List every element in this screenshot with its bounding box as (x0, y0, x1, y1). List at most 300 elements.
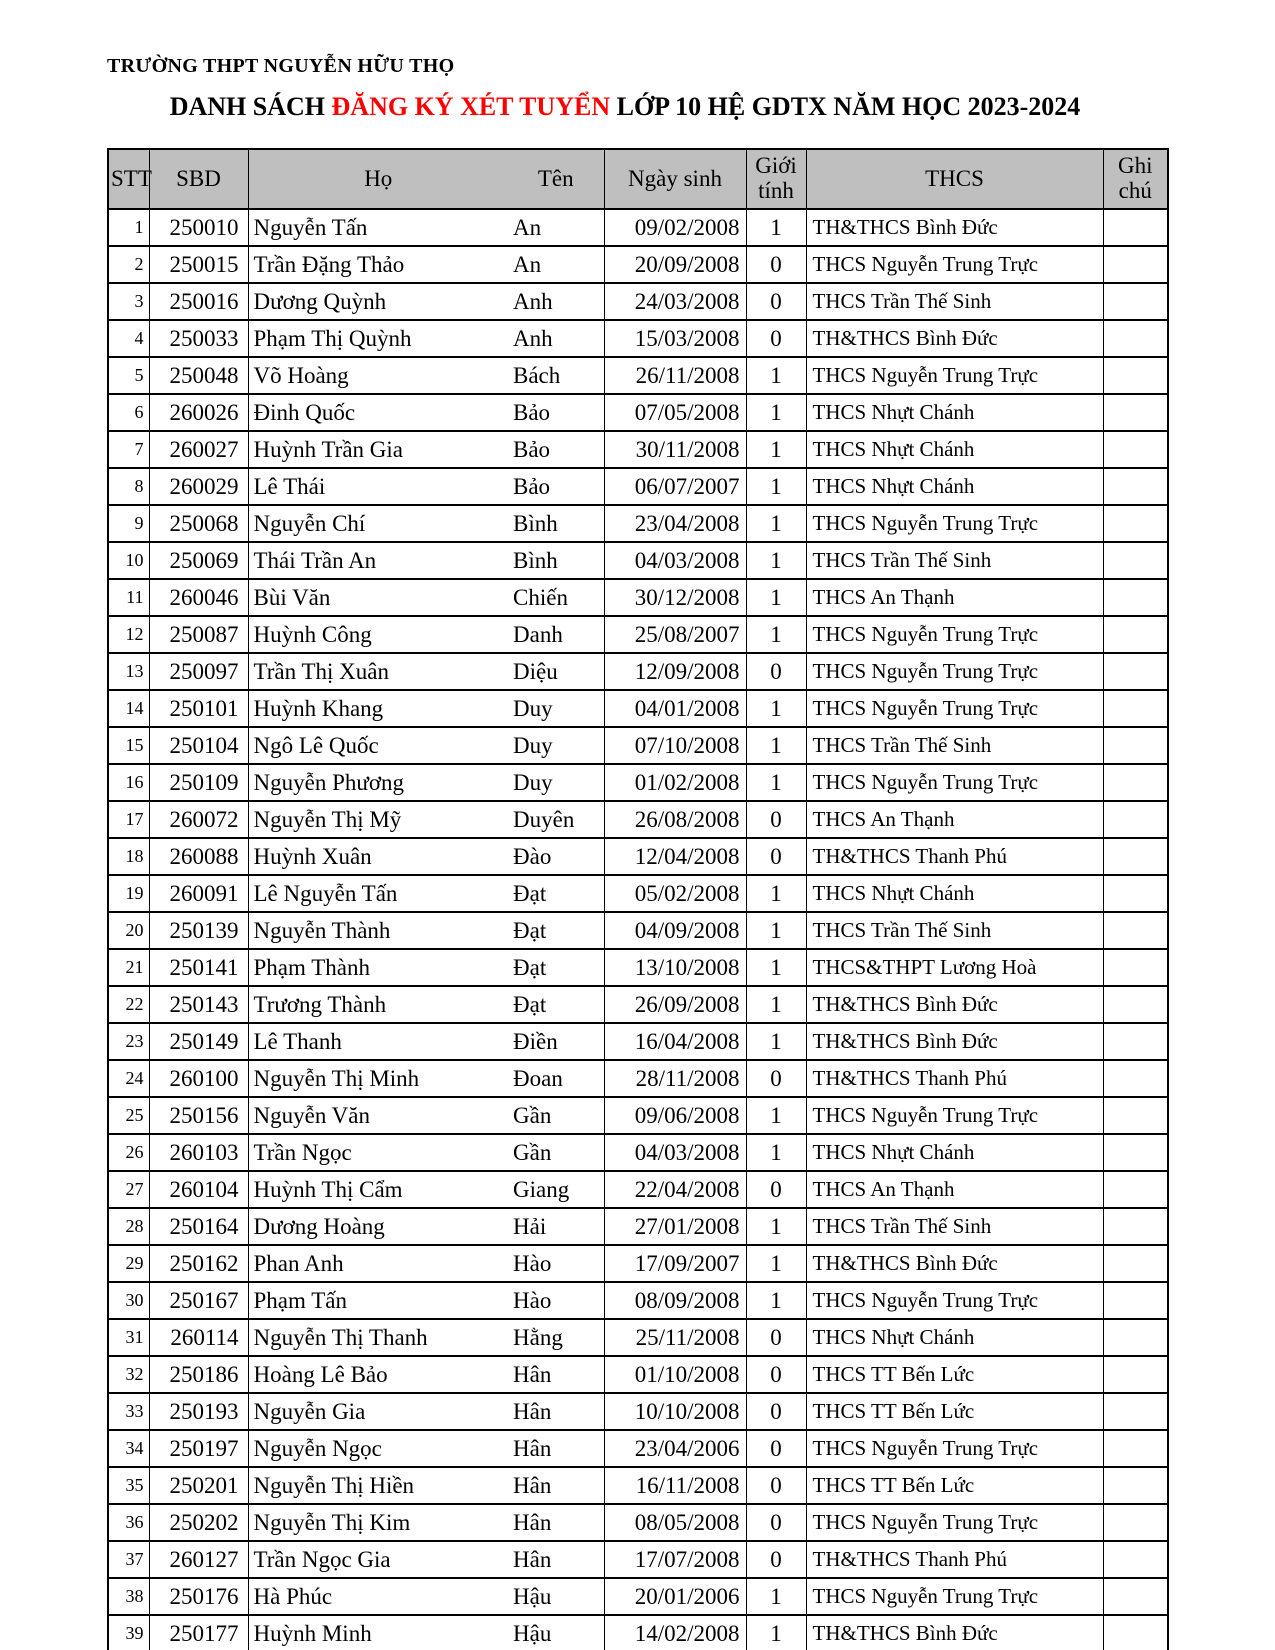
cell-ghi-chu (1103, 394, 1168, 431)
cell-ho: Huỳnh Công (248, 616, 508, 653)
cell-ghi-chu (1103, 1060, 1168, 1097)
table-row (108, 801, 1168, 838)
cell-ten: Đoan (508, 1060, 604, 1097)
cell-sbd: 250087 (149, 616, 248, 653)
cell-gioi-tinh: 0 (746, 838, 806, 875)
cell-thcs: THCS Trần Thế Sinh (806, 283, 1103, 320)
cell-ho: Trần Ngọc Gia (248, 1541, 508, 1578)
cell-thcs: TH&THCS Thanh Phú (806, 838, 1103, 875)
cell-thcs: THCS An Thạnh (806, 579, 1103, 616)
header-ho: Họ (248, 149, 508, 209)
cell-ghi-chu (1103, 468, 1168, 505)
cell-stt: 8 (108, 468, 149, 505)
cell-ten: Diệu (508, 653, 604, 690)
cell-stt: 10 (108, 542, 149, 579)
cell-gioi-tinh: 1 (746, 505, 806, 542)
cell-gioi-tinh: 1 (746, 1245, 806, 1282)
cell-ho: Nguyễn Chí (248, 505, 508, 542)
cell-sbd: 260127 (149, 1541, 248, 1578)
cell-ho: Phạm Thị Quỳnh (248, 320, 508, 357)
cell-stt: 29 (108, 1245, 149, 1282)
cell-stt: 6 (108, 394, 149, 431)
cell-ten: Hân (508, 1467, 604, 1504)
cell-gioi-tinh: 1 (746, 616, 806, 653)
cell-ngay-sinh: 20/09/2008 (604, 246, 746, 283)
cell-thcs: THCS Nguyễn Trung Trực (806, 653, 1103, 690)
cell-ghi-chu (1103, 1541, 1168, 1578)
cell-stt: 4 (108, 320, 149, 357)
cell-ho: Nguyễn Thị Mỹ (248, 801, 508, 838)
cell-ngay-sinh: 20/01/2006 (604, 1578, 746, 1615)
cell-ho: Lê Nguyễn Tấn (248, 875, 508, 912)
cell-ten: An (508, 209, 604, 246)
cell-stt: 33 (108, 1393, 149, 1430)
cell-ho: Nguyễn Thị Thanh (248, 1319, 508, 1356)
cell-ngay-sinh: 04/01/2008 (604, 690, 746, 727)
cell-sbd: 250149 (149, 1023, 248, 1060)
cell-stt: 16 (108, 764, 149, 801)
table-row (108, 1578, 1168, 1615)
cell-thcs: THCS Nhựt Chánh (806, 394, 1103, 431)
cell-ho: Nguyễn Thị Hiền (248, 1467, 508, 1504)
cell-ghi-chu (1103, 1467, 1168, 1504)
cell-sbd: 250167 (149, 1282, 248, 1319)
cell-gioi-tinh: 1 (746, 579, 806, 616)
table-row (108, 542, 1168, 579)
cell-ten: Bảo (508, 394, 604, 431)
cell-sbd: 250197 (149, 1430, 248, 1467)
cell-gioi-tinh: 1 (746, 1282, 806, 1319)
cell-ten: Hậu (508, 1578, 604, 1615)
cell-ten: Đạt (508, 912, 604, 949)
cell-gioi-tinh: 1 (746, 1134, 806, 1171)
cell-gioi-tinh: 0 (746, 283, 806, 320)
cell-sbd: 260088 (149, 838, 248, 875)
cell-ngay-sinh: 09/02/2008 (604, 209, 746, 246)
cell-stt: 11 (108, 579, 149, 616)
cell-sbd: 250016 (149, 283, 248, 320)
cell-sbd: 250069 (149, 542, 248, 579)
cell-ngay-sinh: 25/08/2007 (604, 616, 746, 653)
cell-sbd: 250164 (149, 1208, 248, 1245)
cell-gioi-tinh: 0 (746, 1541, 806, 1578)
cell-gioi-tinh: 0 (746, 320, 806, 357)
cell-ngay-sinh: 26/08/2008 (604, 801, 746, 838)
cell-ngay-sinh: 13/10/2008 (604, 949, 746, 986)
cell-sbd: 250097 (149, 653, 248, 690)
table-row (108, 1356, 1168, 1393)
cell-ghi-chu (1103, 764, 1168, 801)
header-ngay-sinh: Ngày sinh (604, 149, 746, 209)
cell-stt: 12 (108, 616, 149, 653)
cell-ho: Trương Thành (248, 986, 508, 1023)
cell-ten: Hằng (508, 1319, 604, 1356)
table-row (108, 1060, 1168, 1097)
cell-ho: Nguyễn Văn (248, 1097, 508, 1134)
cell-ngay-sinh: 25/11/2008 (604, 1319, 746, 1356)
cell-thcs: THCS Nguyễn Trung Trực (806, 764, 1103, 801)
table-row (108, 1504, 1168, 1541)
cell-ngay-sinh: 24/03/2008 (604, 283, 746, 320)
cell-ten: Giang (508, 1171, 604, 1208)
cell-gioi-tinh: 1 (746, 690, 806, 727)
cell-thcs: THCS TT Bến Lức (806, 1467, 1103, 1504)
cell-stt: 7 (108, 431, 149, 468)
cell-sbd: 250010 (149, 209, 248, 246)
table-row (108, 838, 1168, 875)
cell-ghi-chu (1103, 357, 1168, 394)
cell-thcs: THCS An Thạnh (806, 1171, 1103, 1208)
cell-ngay-sinh: 05/02/2008 (604, 875, 746, 912)
cell-stt: 20 (108, 912, 149, 949)
header-stt: STT (108, 149, 149, 209)
cell-gioi-tinh: 0 (746, 653, 806, 690)
cell-ho: Huỳnh Trần Gia (248, 431, 508, 468)
cell-ten: Danh (508, 616, 604, 653)
table-row (108, 1171, 1168, 1208)
table-row (108, 1393, 1168, 1430)
cell-ngay-sinh: 28/11/2008 (604, 1060, 746, 1097)
page-title (95, 92, 1155, 122)
table-row (108, 1319, 1168, 1356)
cell-sbd: 250162 (149, 1245, 248, 1282)
cell-gioi-tinh: 0 (746, 1171, 806, 1208)
cell-gioi-tinh: 1 (746, 431, 806, 468)
cell-ghi-chu (1103, 1504, 1168, 1541)
cell-sbd: 250015 (149, 246, 248, 283)
cell-thcs: TH&THCS Bình Đức (806, 209, 1103, 246)
cell-ngay-sinh: 07/10/2008 (604, 727, 746, 764)
cell-ten: Điền (508, 1023, 604, 1060)
cell-ho: Nguyễn Gia (248, 1393, 508, 1430)
cell-ghi-chu (1103, 727, 1168, 764)
cell-ghi-chu (1103, 949, 1168, 986)
cell-ho: Nguyễn Thành (248, 912, 508, 949)
cell-thcs: THCS Nhựt Chánh (806, 1319, 1103, 1356)
cell-ngay-sinh: 12/09/2008 (604, 653, 746, 690)
cell-thcs: TH&THCS Thanh Phú (806, 1060, 1103, 1097)
cell-thcs: THCS Trần Thế Sinh (806, 727, 1103, 764)
cell-ho: Huỳnh Thị Cẩm (248, 1171, 508, 1208)
school-name: TRƯỜNG THPT NGUYỄN HỮU THỌ (107, 55, 455, 77)
cell-thcs: THCS Nguyễn Trung Trực (806, 1578, 1103, 1615)
cell-gioi-tinh: 1 (746, 875, 806, 912)
cell-ho: Đinh Quốc (248, 394, 508, 431)
cell-ghi-chu (1103, 1393, 1168, 1430)
cell-ho: Hoàng Lê Bảo (248, 1356, 508, 1393)
cell-ho: Nguyễn Thị Kim (248, 1504, 508, 1541)
table-row (108, 1615, 1168, 1650)
cell-ho: Dương Hoàng (248, 1208, 508, 1245)
cell-stt: 23 (108, 1023, 149, 1060)
cell-sbd: 260114 (149, 1319, 248, 1356)
table-row (108, 394, 1168, 431)
cell-sbd: 250141 (149, 949, 248, 986)
cell-thcs: TH&THCS Bình Đức (806, 1023, 1103, 1060)
cell-gioi-tinh: 1 (746, 209, 806, 246)
cell-ghi-chu (1103, 912, 1168, 949)
cell-ten: An (508, 246, 604, 283)
cell-sbd: 250104 (149, 727, 248, 764)
table-row (108, 616, 1168, 653)
cell-ngay-sinh: 08/09/2008 (604, 1282, 746, 1319)
cell-gioi-tinh: 1 (746, 1097, 806, 1134)
cell-ngay-sinh: 16/04/2008 (604, 1023, 746, 1060)
cell-gioi-tinh: 1 (746, 764, 806, 801)
cell-gioi-tinh: 0 (746, 1319, 806, 1356)
cell-ghi-chu (1103, 283, 1168, 320)
cell-ho: Nguyễn Ngọc (248, 1430, 508, 1467)
cell-ten: Hào (508, 1282, 604, 1319)
cell-gioi-tinh: 1 (746, 986, 806, 1023)
table-row (108, 1208, 1168, 1245)
cell-ten: Anh (508, 320, 604, 357)
cell-thcs: THCS Nguyễn Trung Trực (806, 357, 1103, 394)
table-row (108, 1467, 1168, 1504)
cell-thcs: TH&THCS Bình Đức (806, 320, 1103, 357)
cell-ho: Võ Hoàng (248, 357, 508, 394)
cell-sbd: 260027 (149, 431, 248, 468)
cell-ghi-chu (1103, 1097, 1168, 1134)
cell-stt: 3 (108, 283, 149, 320)
cell-ghi-chu (1103, 1319, 1168, 1356)
cell-ngay-sinh: 04/09/2008 (604, 912, 746, 949)
table-row (108, 912, 1168, 949)
cell-ngay-sinh: 30/12/2008 (604, 579, 746, 616)
cell-stt: 32 (108, 1356, 149, 1393)
table-row (108, 431, 1168, 468)
cell-ho: Lê Thái (248, 468, 508, 505)
cell-stt: 21 (108, 949, 149, 986)
cell-ghi-chu (1103, 505, 1168, 542)
cell-sbd: 260103 (149, 1134, 248, 1171)
cell-stt: 36 (108, 1504, 149, 1541)
table-row (108, 653, 1168, 690)
cell-thcs: THCS Nguyễn Trung Trực (806, 1430, 1103, 1467)
table-row (108, 579, 1168, 616)
cell-ho: Dương Quỳnh (248, 283, 508, 320)
cell-ngay-sinh: 06/07/2007 (604, 468, 746, 505)
cell-thcs: THCS Nguyễn Trung Trực (806, 246, 1103, 283)
cell-ghi-chu (1103, 1245, 1168, 1282)
cell-thcs: TH&THCS Bình Đức (806, 1245, 1103, 1282)
cell-sbd: 250101 (149, 690, 248, 727)
cell-ten: Duy (508, 727, 604, 764)
table-row (108, 1541, 1168, 1578)
cell-ho: Hà Phúc (248, 1578, 508, 1615)
cell-thcs: THCS Nguyễn Trung Trực (806, 505, 1103, 542)
cell-stt: 31 (108, 1319, 149, 1356)
cell-ten: Hân (508, 1504, 604, 1541)
cell-thcs: TH&THCS Thanh Phú (806, 1541, 1103, 1578)
table-header-row (108, 149, 1168, 209)
cell-ten: Bách (508, 357, 604, 394)
cell-stt: 18 (108, 838, 149, 875)
cell-ho: Phạm Thành (248, 949, 508, 986)
table-row (108, 1097, 1168, 1134)
cell-sbd: 260046 (149, 579, 248, 616)
cell-thcs: THCS Trần Thế Sinh (806, 1208, 1103, 1245)
cell-ngay-sinh: 22/04/2008 (604, 1171, 746, 1208)
cell-sbd: 260091 (149, 875, 248, 912)
cell-gioi-tinh: 0 (746, 1430, 806, 1467)
cell-ngay-sinh: 26/11/2008 (604, 357, 746, 394)
cell-ngay-sinh: 17/07/2008 (604, 1541, 746, 1578)
cell-sbd: 250033 (149, 320, 248, 357)
cell-sbd: 260026 (149, 394, 248, 431)
cell-ho: Bùi Văn (248, 579, 508, 616)
cell-ten: Hân (508, 1393, 604, 1430)
table-row (108, 505, 1168, 542)
cell-stt: 14 (108, 690, 149, 727)
cell-ghi-chu (1103, 875, 1168, 912)
cell-ngay-sinh: 23/04/2008 (604, 505, 746, 542)
cell-thcs: THCS TT Bến Lức (806, 1393, 1103, 1430)
cell-gioi-tinh: 1 (746, 949, 806, 986)
cell-ho: Lê Thanh (248, 1023, 508, 1060)
header-sbd: SBD (149, 149, 248, 209)
cell-ngay-sinh: 09/06/2008 (604, 1097, 746, 1134)
cell-stt: 24 (108, 1060, 149, 1097)
cell-stt: 34 (108, 1430, 149, 1467)
cell-ngay-sinh: 08/05/2008 (604, 1504, 746, 1541)
cell-ten: Gần (508, 1134, 604, 1171)
cell-ten: Hậu (508, 1615, 604, 1650)
cell-ngay-sinh: 14/02/2008 (604, 1615, 746, 1650)
table-row (108, 320, 1168, 357)
cell-sbd: 250139 (149, 912, 248, 949)
cell-ho: Ngô Lê Quốc (248, 727, 508, 764)
cell-sbd: 250177 (149, 1615, 248, 1650)
cell-sbd: 260072 (149, 801, 248, 838)
table-row (108, 727, 1168, 764)
cell-thcs: THCS Trần Thế Sinh (806, 542, 1103, 579)
cell-gioi-tinh: 1 (746, 1615, 806, 1650)
cell-ghi-chu (1103, 1171, 1168, 1208)
cell-gioi-tinh: 0 (746, 1467, 806, 1504)
cell-ghi-chu (1103, 1615, 1168, 1650)
cell-ghi-chu (1103, 431, 1168, 468)
cell-ghi-chu (1103, 616, 1168, 653)
cell-thcs: THCS Nguyễn Trung Trực (806, 616, 1103, 653)
cell-ten: Duyên (508, 801, 604, 838)
table-row (108, 357, 1168, 394)
cell-ten: Đạt (508, 949, 604, 986)
cell-thcs: THCS Nguyễn Trung Trực (806, 690, 1103, 727)
cell-sbd: 250201 (149, 1467, 248, 1504)
cell-stt: 27 (108, 1171, 149, 1208)
cell-ho: Huỳnh Xuân (248, 838, 508, 875)
cell-ten: Anh (508, 283, 604, 320)
cell-ngay-sinh: 26/09/2008 (604, 986, 746, 1023)
cell-sbd: 250186 (149, 1356, 248, 1393)
cell-ghi-chu (1103, 320, 1168, 357)
cell-stt: 22 (108, 986, 149, 1023)
cell-ngay-sinh: 10/10/2008 (604, 1393, 746, 1430)
cell-stt: 15 (108, 727, 149, 764)
cell-ten: Duy (508, 690, 604, 727)
cell-ngay-sinh: 17/09/2007 (604, 1245, 746, 1282)
table-row (108, 875, 1168, 912)
cell-ghi-chu (1103, 986, 1168, 1023)
cell-ghi-chu (1103, 1023, 1168, 1060)
cell-ten: Bình (508, 542, 604, 579)
cell-ten: Đạt (508, 875, 604, 912)
cell-sbd: 250143 (149, 986, 248, 1023)
table-row (108, 246, 1168, 283)
cell-ngay-sinh: 16/11/2008 (604, 1467, 746, 1504)
cell-stt: 13 (108, 653, 149, 690)
cell-stt: 17 (108, 801, 149, 838)
cell-gioi-tinh: 0 (746, 1060, 806, 1097)
cell-thcs: THCS Nhựt Chánh (806, 431, 1103, 468)
cell-thcs: TH&THCS Bình Đức (806, 1615, 1103, 1650)
cell-ten: Đào (508, 838, 604, 875)
table-row (108, 1023, 1168, 1060)
cell-sbd: 250202 (149, 1504, 248, 1541)
table-row (108, 764, 1168, 801)
cell-sbd: 260104 (149, 1171, 248, 1208)
cell-sbd: 250068 (149, 505, 248, 542)
cell-stt: 2 (108, 246, 149, 283)
cell-gioi-tinh: 0 (746, 801, 806, 838)
cell-ten: Duy (508, 764, 604, 801)
cell-ten: Đạt (508, 986, 604, 1023)
cell-ngay-sinh: 04/03/2008 (604, 542, 746, 579)
cell-sbd: 250156 (149, 1097, 248, 1134)
cell-gioi-tinh: 1 (746, 357, 806, 394)
cell-stt: 28 (108, 1208, 149, 1245)
table-row (108, 949, 1168, 986)
cell-gioi-tinh: 1 (746, 1578, 806, 1615)
cell-ho: Nguyễn Tấn (248, 209, 508, 246)
cell-ghi-chu (1103, 838, 1168, 875)
cell-ho: Thái Trần An (248, 542, 508, 579)
table-row (108, 1134, 1168, 1171)
cell-ho: Phạm Tấn (248, 1282, 508, 1319)
cell-ten: Hân (508, 1356, 604, 1393)
cell-ghi-chu (1103, 542, 1168, 579)
cell-gioi-tinh: 1 (746, 1023, 806, 1060)
page-title-highlight: ĐĂNG KÝ XÉT TUYỂN (331, 92, 611, 121)
table-row (108, 283, 1168, 320)
cell-sbd: 260100 (149, 1060, 248, 1097)
cell-stt: 19 (108, 875, 149, 912)
cell-sbd: 260029 (149, 468, 248, 505)
page-title-suffix: LỚP 10 HỆ GDTX NĂM HỌC 2023-2024 (610, 92, 1081, 121)
cell-thcs: THCS&THPT Lương Hoà (806, 949, 1103, 986)
cell-ghi-chu (1103, 653, 1168, 690)
cell-ghi-chu (1103, 209, 1168, 246)
cell-gioi-tinh: 1 (746, 912, 806, 949)
cell-stt: 39 (108, 1615, 149, 1650)
cell-gioi-tinh: 1 (746, 394, 806, 431)
cell-gioi-tinh: 0 (746, 246, 806, 283)
cell-ghi-chu (1103, 1430, 1168, 1467)
cell-ten: Bảo (508, 431, 604, 468)
cell-ngay-sinh: 15/03/2008 (604, 320, 746, 357)
cell-ghi-chu (1103, 579, 1168, 616)
cell-gioi-tinh: 1 (746, 727, 806, 764)
header-ten: Tên (508, 149, 604, 209)
cell-stt: 26 (108, 1134, 149, 1171)
cell-stt: 38 (108, 1578, 149, 1615)
cell-ten: Bảo (508, 468, 604, 505)
page-title-prefix: DANH SÁCH (169, 92, 332, 121)
cell-stt: 25 (108, 1097, 149, 1134)
cell-thcs: THCS Nguyễn Trung Trực (806, 1097, 1103, 1134)
cell-thcs: THCS An Thạnh (806, 801, 1103, 838)
